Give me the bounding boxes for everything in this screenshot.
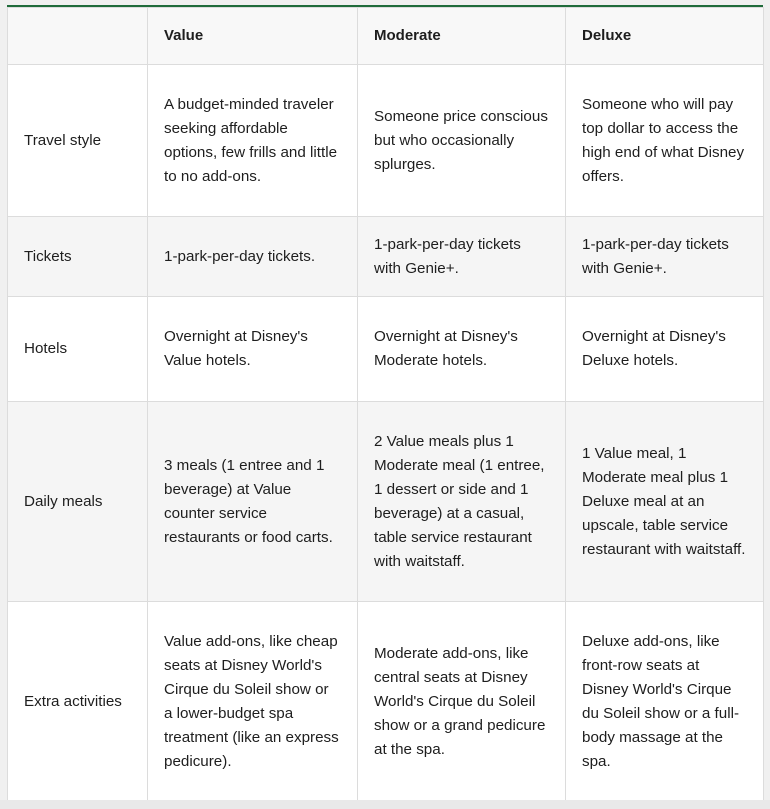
cell-deluxe: Someone who will pay top dollar to access the high end of what Disney offers. <box>566 65 764 217</box>
cell-value: Value add-ons, like cheap seats at Disney World's Cirque du Soleil show or a lower-budget spa treatment (like an express pedicure). <box>148 602 358 802</box>
table-row-hotels <box>8 297 764 402</box>
header-empty-cell <box>8 8 148 65</box>
table-row-travel-style <box>8 65 764 217</box>
table-row-tickets <box>8 217 764 297</box>
bottom-edge <box>0 800 770 809</box>
row-label: Tickets <box>8 217 148 297</box>
cell-deluxe: Deluxe add-ons, like front-row seats at Disney World's Cirque du Soleil show or a full-body massage at the spa. <box>566 602 764 802</box>
header-value: Value <box>148 8 358 65</box>
row-label: Daily meals <box>8 402 148 602</box>
cell-deluxe: 1-park-per-day tickets with Genie+. <box>566 217 764 297</box>
cell-deluxe: 1 Value meal, 1 Moderate meal plus 1 Deluxe meal at an upscale, table service restaurant with waitstaff. <box>566 402 764 602</box>
row-label: Extra activities <box>8 602 148 802</box>
row-label: Travel style <box>8 65 148 217</box>
cell-moderate: Someone price conscious but who occasionally splurges. <box>358 65 566 217</box>
cell-value: A budget-minded traveler seeking affordable options, few frills and little to no add-ons. <box>148 65 358 217</box>
cell-value: 1-park-per-day tickets. <box>148 217 358 297</box>
header-row <box>8 8 764 65</box>
cell-moderate: Overnight at Disney's Moderate hotels. <box>358 297 566 402</box>
cell-value: Overnight at Disney's Value hotels. <box>148 297 358 402</box>
cell-value: 3 meals (1 entree and 1 beverage) at Value counter service restaurants or food carts. <box>148 402 358 602</box>
table-row-extra-activities <box>8 602 764 802</box>
row-label: Hotels <box>8 297 148 402</box>
cell-moderate: 2 Value meals plus 1 Moderate meal (1 entree, 1 dessert or side and 1 beverage) at a casual, table service restaurant with waitstaff. <box>358 402 566 602</box>
table-row-daily-meals <box>8 402 764 602</box>
cell-moderate: Moderate add-ons, like central seats at Disney World's Cirque du Soleil show or a grand pedicure at the spa. <box>358 602 566 802</box>
cell-deluxe: Overnight at Disney's Deluxe hotels. <box>566 297 764 402</box>
header-moderate: Moderate <box>358 8 566 65</box>
comparison-table <box>7 7 764 802</box>
header-deluxe: Deluxe <box>566 8 764 65</box>
cell-moderate: 1-park-per-day tickets with Genie+. <box>358 217 566 297</box>
